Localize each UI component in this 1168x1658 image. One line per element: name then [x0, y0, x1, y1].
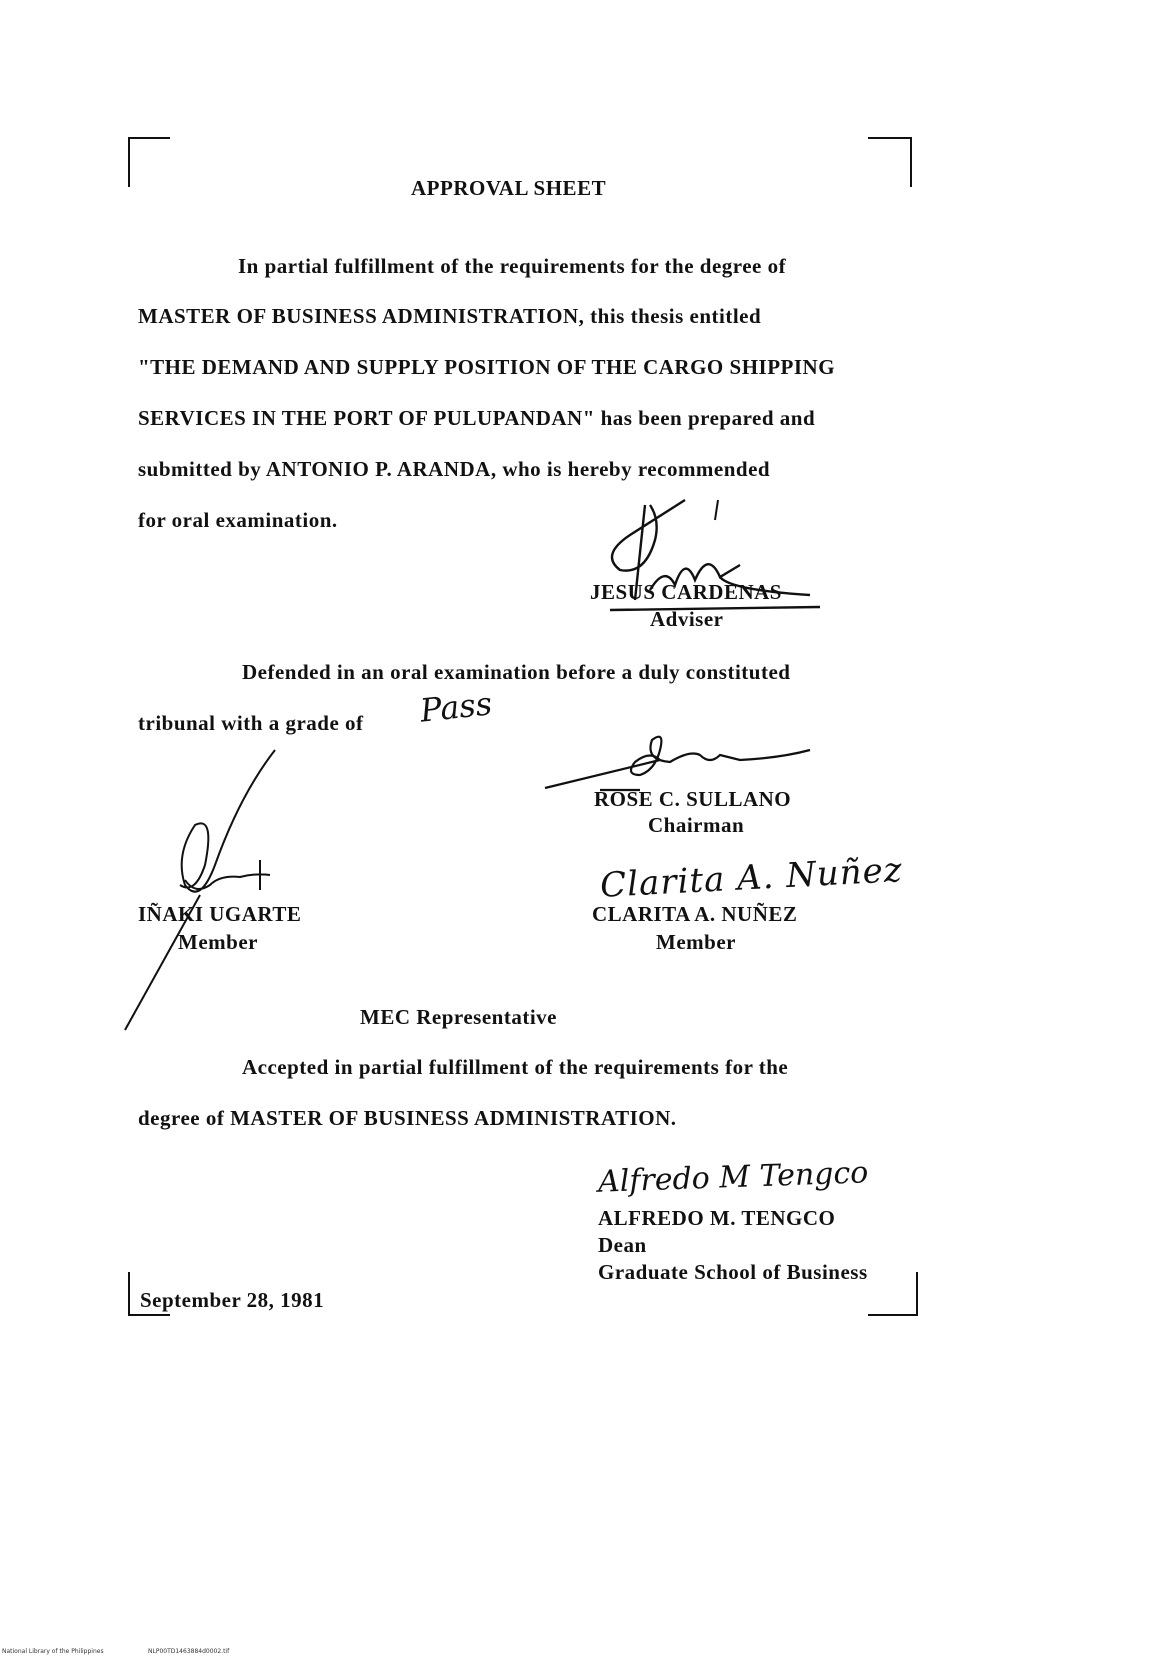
member-right-signature: Clarita A. Nuñez: [599, 850, 904, 906]
mec-representative-label: MEC Representative: [360, 1005, 557, 1029]
chairman-name: ROSE C. SULLANO: [594, 787, 792, 811]
corner-mark-top-left: [128, 137, 170, 187]
dean-name: ALFREDO M. TENGCO: [598, 1206, 836, 1230]
acceptance-line-1: Accepted in partial fulfillment of the requirements for the: [242, 1055, 789, 1079]
intro-line-4: SERVICES IN THE PORT OF PULUPANDAN" has been prepared and: [138, 406, 816, 430]
intro-line-6: for oral examination.: [138, 508, 338, 532]
defense-line-2: tribunal with a grade of: [138, 711, 364, 735]
dean-role: Dean: [598, 1233, 647, 1257]
member-left-role: Member: [178, 930, 258, 954]
member-left-signature: [120, 745, 300, 1035]
footer-file-text: NLP00TD1463884d0002.tif: [148, 1648, 230, 1655]
adviser-role: Adviser: [650, 607, 724, 631]
document-date: September 28, 1981: [140, 1288, 325, 1312]
intro-line-1: In partial fulfillment of the requirements for the degree of: [238, 254, 787, 278]
footer-library-text: National Library of the Philippines: [2, 1648, 104, 1655]
dean-school: Graduate School of Business: [598, 1260, 868, 1284]
defense-line-1: Defended in an oral examination before a duly constituted: [242, 660, 791, 684]
corner-mark-bottom-right: [868, 1272, 918, 1316]
adviser-name: JESUS CARDENAS: [590, 580, 782, 604]
acceptance-line-2: degree of MASTER OF BUSINESS ADMINISTRATION.: [138, 1106, 677, 1130]
intro-line-3: "THE DEMAND AND SUPPLY POSITION OF THE CARGO SHIPPING: [138, 355, 836, 379]
chairman-role: Chairman: [648, 813, 745, 837]
grade-handwritten: Pass: [418, 684, 494, 730]
document-title: APPROVAL SHEET: [411, 176, 607, 200]
member-right-name: CLARITA A. NUÑEZ: [592, 902, 798, 926]
intro-line-2: MASTER OF BUSINESS ADMINISTRATION, this thesis entitled: [138, 304, 762, 328]
member-left-name: IÑAKI UGARTE: [138, 902, 302, 926]
intro-line-5: submitted by ANTONIO P. ARANDA, who is hereby recommended: [138, 457, 771, 481]
corner-mark-top-right: [868, 137, 912, 187]
dean-signature: Alfredo M Tengco: [597, 1155, 869, 1200]
member-right-role: Member: [656, 930, 736, 954]
